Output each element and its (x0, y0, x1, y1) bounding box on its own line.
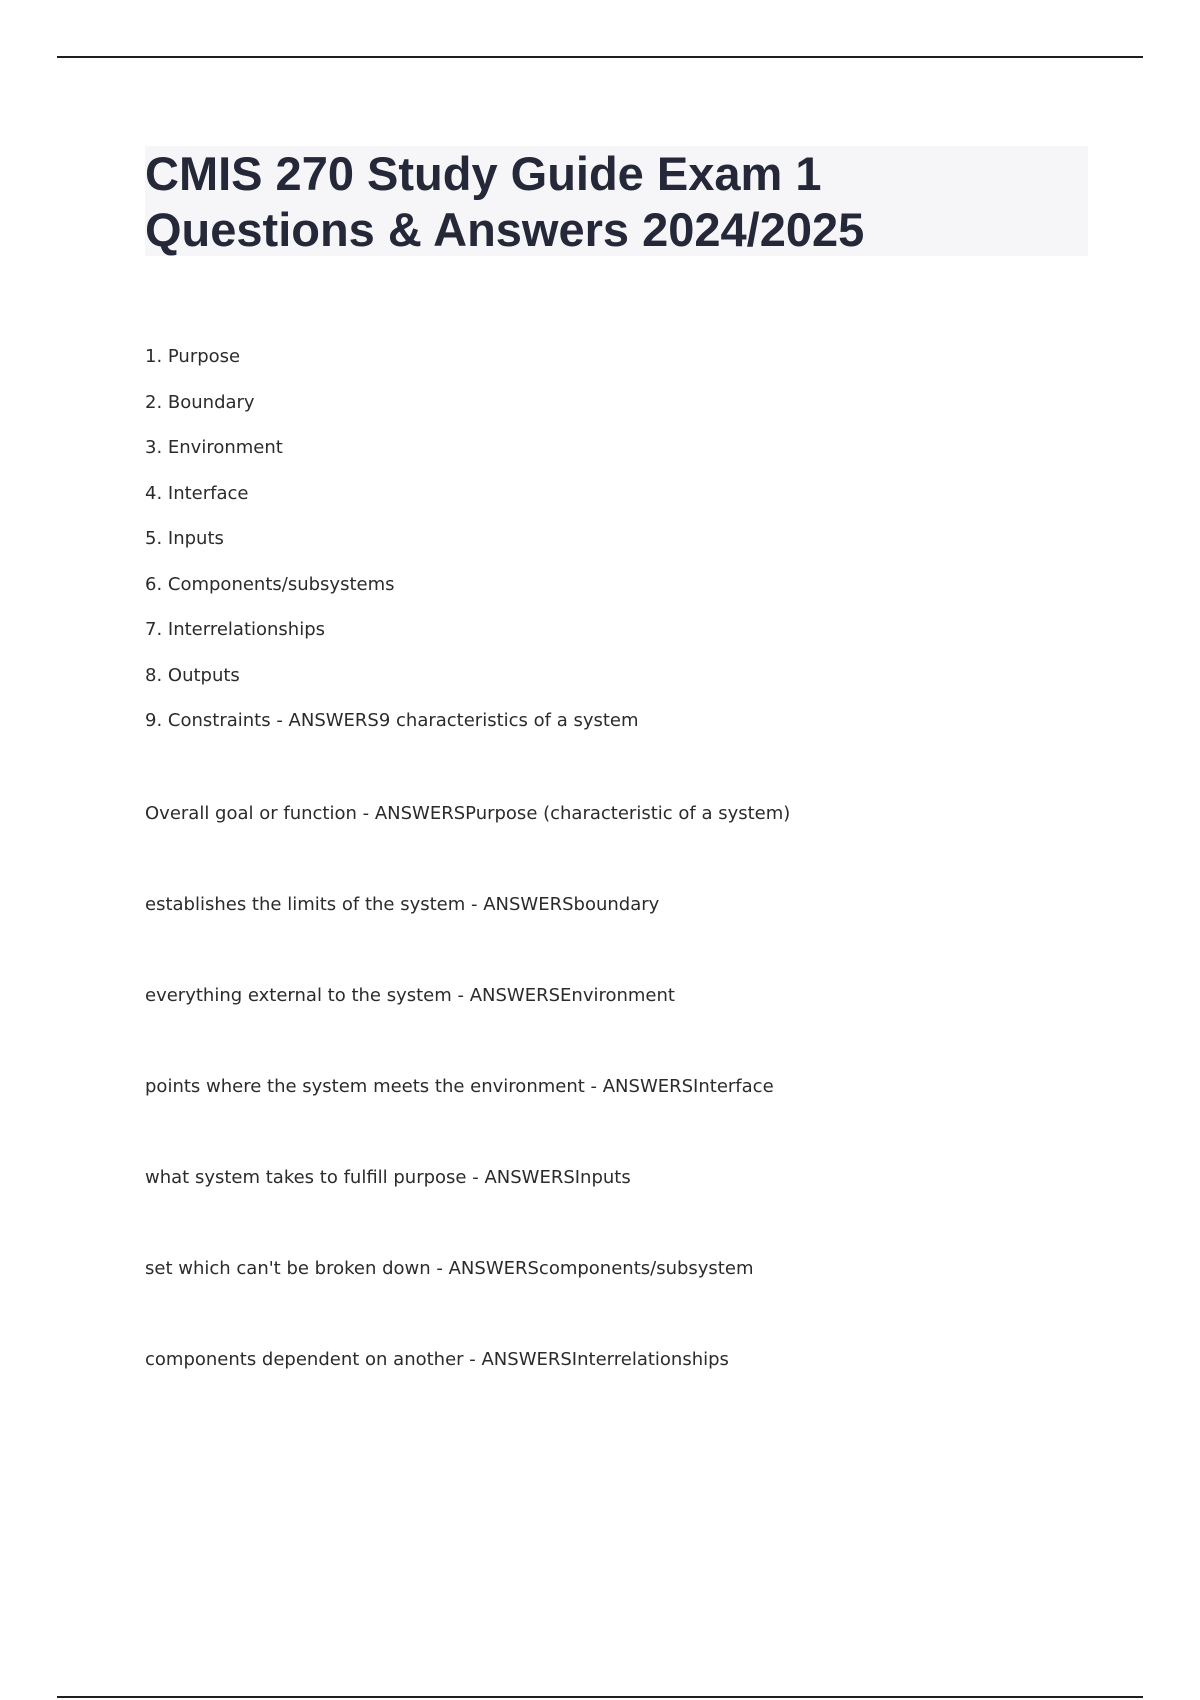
qa-item: everything external to the system - ANSWERSEnvironment (145, 985, 675, 1006)
title-block (145, 146, 1088, 256)
top-rule (57, 56, 1143, 58)
list-item: 8. Outputs (145, 664, 240, 686)
list-item: 7. Interrelationships (145, 619, 326, 640)
document-title (145, 146, 1088, 258)
qa-item: components dependent on another - ANSWERSInterrelationships (145, 1349, 729, 1370)
list-item: 2. Boundary (145, 391, 255, 413)
title-line-1: CMIS 270 Study Guide Exam 1 (145, 147, 822, 200)
list-item: 9. Constraints - ANSWERS9 characteristics of a system (145, 710, 639, 731)
bottom-rule (57, 1696, 1143, 1698)
list-item: 6. Components/subsystems (145, 573, 395, 595)
list-item: 4. Interface (145, 482, 249, 504)
list-item: 5. Inputs (145, 528, 224, 549)
title-line-2: Questions & Answers 2024/2025 (145, 203, 865, 256)
list-item: 3. Environment (145, 437, 283, 458)
qa-item: what system takes to fulfill purpose - ANSWERSInputs (145, 1167, 631, 1188)
characteristics-list (145, 346, 639, 756)
qa-item: establishes the limits of the system - ANSWERSboundary (145, 894, 660, 915)
qa-item: Overall goal or function - ANSWERSPurpose (characteristic of a system) (145, 803, 791, 824)
list-item: 1. Purpose (145, 346, 241, 367)
qa-item: set which can't be broken down - ANSWERScomponents/subsystem (145, 1258, 754, 1279)
qa-item: points where the system meets the environment - ANSWERSInterface (145, 1076, 774, 1097)
